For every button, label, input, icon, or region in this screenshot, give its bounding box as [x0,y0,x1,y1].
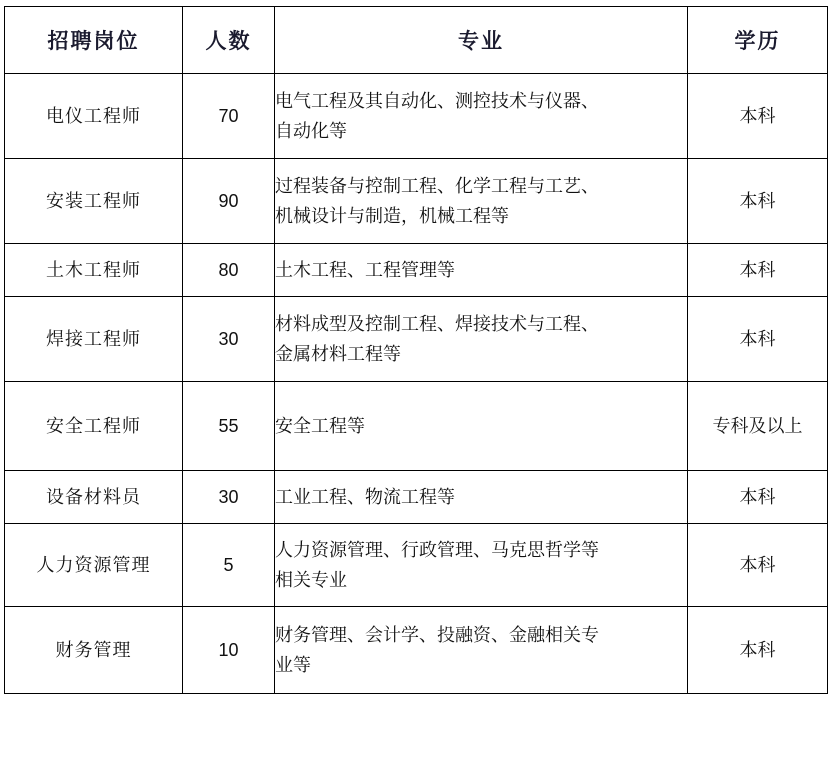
degree-text: 本科 [739,640,776,660]
degree-text: 本科 [739,106,776,126]
cell-position: 财务管理 [5,607,183,694]
header-position: 招聘岗位 [5,7,183,74]
degree-text: 本科 [739,329,776,349]
cell-degree [688,159,828,244]
table-row [5,74,828,159]
cell-count: 80 [183,244,275,297]
cell-position: 土木工程师 [5,244,183,297]
table-body [5,74,828,694]
table-row [5,159,828,244]
major-line: 土木工程、工程管理等 [275,260,455,280]
cell-major [275,159,688,244]
major-line: 安全工程等 [275,416,365,436]
major-line: 相关专业 [275,570,347,590]
cell-position: 安全工程师 [5,382,183,471]
header-count: 人数 [183,7,275,74]
cell-count: 10 [183,607,275,694]
header-major: 专业 [275,7,688,74]
cell-major [275,244,688,297]
table-row [5,471,828,524]
degree-text: 本科 [739,555,776,575]
degree-text: 本科 [739,260,776,280]
header-row [5,7,828,74]
cell-position: 设备材料员 [5,471,183,524]
major-line: 人力资源管理、行政管理、马克思哲学等 [275,540,599,560]
cell-position: 电仪工程师 [5,74,183,159]
cell-major [275,382,688,471]
major-line: 工业工程、物流工程等 [275,487,455,507]
degree-text: 本科 [739,191,776,211]
cell-major [275,471,688,524]
major-line: 电气工程及其自动化、测控技术与仪器、 [275,91,599,111]
table-header [5,7,828,74]
header-degree: 学历 [688,7,828,74]
cell-count: 90 [183,159,275,244]
cell-major [275,607,688,694]
cell-degree [688,471,828,524]
cell-count: 30 [183,471,275,524]
cell-degree [688,244,828,297]
major-line: 金属材料工程等 [275,344,401,364]
cell-degree [688,524,828,607]
cell-degree [688,607,828,694]
recruitment-table [4,6,828,694]
cell-position: 人力资源管理 [5,524,183,607]
cell-major [275,74,688,159]
major-line: 材料成型及控制工程、焊接技术与工程、 [275,314,599,334]
degree-text: 专科及以上 [712,416,803,436]
degree-text: 本科 [739,487,776,507]
cell-position: 安装工程师 [5,159,183,244]
major-line: 机械设计与制造，机械工程等 [275,206,509,226]
cell-count: 55 [183,382,275,471]
table-row [5,382,828,471]
cell-degree [688,297,828,382]
major-line: 业等 [275,655,311,675]
cell-degree [688,382,828,471]
table-row [5,297,828,382]
cell-major [275,524,688,607]
cell-position: 焊接工程师 [5,297,183,382]
major-line: 自动化等 [275,121,347,141]
cell-count: 30 [183,297,275,382]
major-line: 财务管理、会计学、投融资、金融相关专 [275,625,599,645]
cell-degree [688,74,828,159]
table-row [5,244,828,297]
cell-count: 5 [183,524,275,607]
cell-count: 70 [183,74,275,159]
table-row [5,607,828,694]
major-line: 过程装备与控制工程、化学工程与工艺、 [275,176,599,196]
cell-major [275,297,688,382]
table-row [5,524,828,607]
